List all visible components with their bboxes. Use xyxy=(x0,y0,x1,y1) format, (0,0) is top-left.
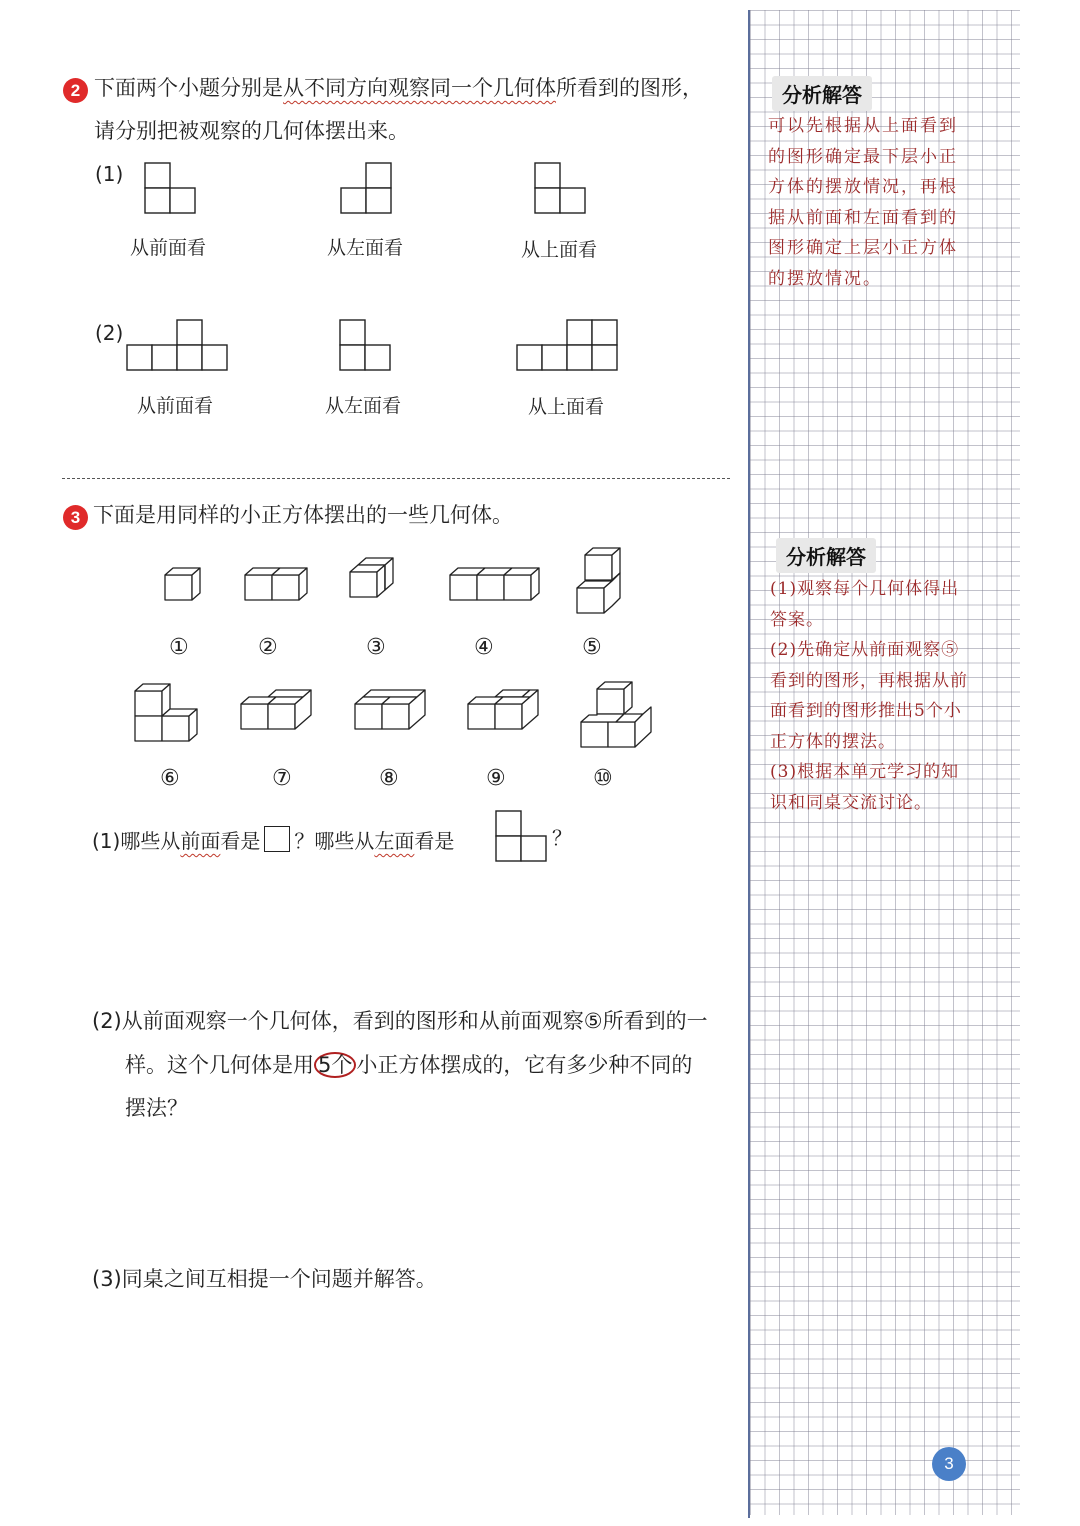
q3-sub2-circled-count: 5个 xyxy=(314,1052,356,1078)
solid-10 xyxy=(578,678,658,750)
label-solid-5: ⑤ xyxy=(582,635,602,660)
page-number: 3 xyxy=(932,1447,966,1481)
label-solid-3: ③ xyxy=(366,635,386,660)
label-solid-1: ① xyxy=(169,635,189,660)
label-solid-7: ⑦ xyxy=(272,766,292,791)
label-solid-8: ⑧ xyxy=(379,766,399,791)
q2-sub2-caption-front: 从前面看 xyxy=(137,395,214,417)
q3-number-badge: 3 xyxy=(63,505,88,530)
q2-sub1-label: (1) xyxy=(95,162,124,186)
q2-line-1-start: 下面两个小题分别是 xyxy=(94,76,283,100)
sidebar-note-2 xyxy=(770,574,970,818)
q3-sub1-part-d: 看是 xyxy=(414,829,455,853)
solid-3 xyxy=(345,553,411,611)
solid-1 xyxy=(160,560,210,605)
q2-sub2-label: (2) xyxy=(95,321,124,345)
q3-sub1-part-a: (1)哪些从 xyxy=(92,829,181,853)
q3-sub1-part-e: ？ xyxy=(552,826,572,850)
label-solid-10: ⑩ xyxy=(593,766,613,791)
q2-sub1-caption-left: 从左面看 xyxy=(327,237,404,259)
sidebar-divider xyxy=(748,10,750,1518)
q2-sub1-caption-top: 从上面看 xyxy=(521,239,598,261)
q2-sub1-front-view xyxy=(144,162,200,218)
sidebar-note-2-line-3: (3)根据本单元学习的知识和同桌交流讨论。 xyxy=(770,762,960,813)
section-divider xyxy=(62,478,730,479)
solid-9 xyxy=(463,686,545,738)
solid-5 xyxy=(572,544,628,618)
sidebar-note-2-line-2: (2)先确定从前面观察⑤看到的图形，再根据从前面看到的图形推出5个小正方体的摆法。 xyxy=(770,640,968,752)
q3-sub2-line-2-end: 小正方体摆成的，它有多少种不同的 xyxy=(356,1053,693,1077)
q2-line-1 xyxy=(94,76,703,101)
solid-2 xyxy=(240,560,312,605)
q3-sub2-line-1: (2)从前面观察一个几何体，看到的图形和从前面观察⑤所看到的一 xyxy=(92,1009,708,1033)
label-solid-4: ④ xyxy=(474,635,494,660)
q2-sub2-top-view xyxy=(515,318,621,374)
q2-sub1-top-view xyxy=(534,162,590,218)
q2-sub2-caption-top: 从上面看 xyxy=(528,396,605,418)
label-solid-2: ② xyxy=(258,635,278,660)
q2-line-1-emphasis: 从不同方向观察同一个几何体 xyxy=(283,76,556,100)
q3-sub2-line-2-start: 样。这个几何体是用 xyxy=(125,1053,314,1077)
solid-6 xyxy=(130,680,202,750)
q2-line-1-end: 所看到的图形， xyxy=(556,76,703,100)
q2-sub2-caption-left: 从左面看 xyxy=(325,395,402,417)
q3-sub1-left-emphasis: 左面 xyxy=(374,829,415,853)
q3-sub1-part-c: ？哪些从 xyxy=(294,829,375,853)
q2-number-badge: 2 xyxy=(63,78,88,103)
label-solid-6: ⑥ xyxy=(160,766,180,791)
q3-sub1-front-emphasis: 前面 xyxy=(180,829,221,853)
solid-4 xyxy=(445,560,541,605)
q3-sub1 xyxy=(92,826,454,853)
label-solid-9: ⑨ xyxy=(486,766,506,791)
q2-sub1-caption-front: 从前面看 xyxy=(130,237,207,259)
q3-sub3: (3)同桌之间互相提一个问题并解答。 xyxy=(92,1267,437,1291)
q3-sub2-line-3: 摆法？ xyxy=(125,1096,188,1120)
l-shape-left-view xyxy=(494,809,550,865)
sidebar-note-1: 可以先根据从上面看到的图形确定最下层小正方体的摆放情况，再根据从前面和左面看到的图形确定上层小正方体的摆放情况。 xyxy=(768,116,958,289)
solid-7 xyxy=(236,686,316,738)
q2-sub2-left-view xyxy=(338,318,394,374)
single-square-shape xyxy=(264,826,290,852)
q2-line-2: 请分别把被观察的几何体摆出来。 xyxy=(94,119,409,143)
q3-sub1-part-b: 看是 xyxy=(220,829,261,853)
sidebar-heading-1: 分析解答 xyxy=(772,76,872,111)
sidebar-note-2-line-1: (1)观察每个几何体得出答案。 xyxy=(770,579,960,630)
sidebar-heading-2: 分析解答 xyxy=(776,538,876,573)
q3-sub2-line-2 xyxy=(125,1052,692,1078)
q2-sub1-left-view xyxy=(340,162,396,218)
q3-text: 下面是用同样的小正方体摆出的一些几何体。 xyxy=(93,503,513,527)
solid-8 xyxy=(350,686,432,738)
q2-sub2-front-view xyxy=(125,318,231,374)
